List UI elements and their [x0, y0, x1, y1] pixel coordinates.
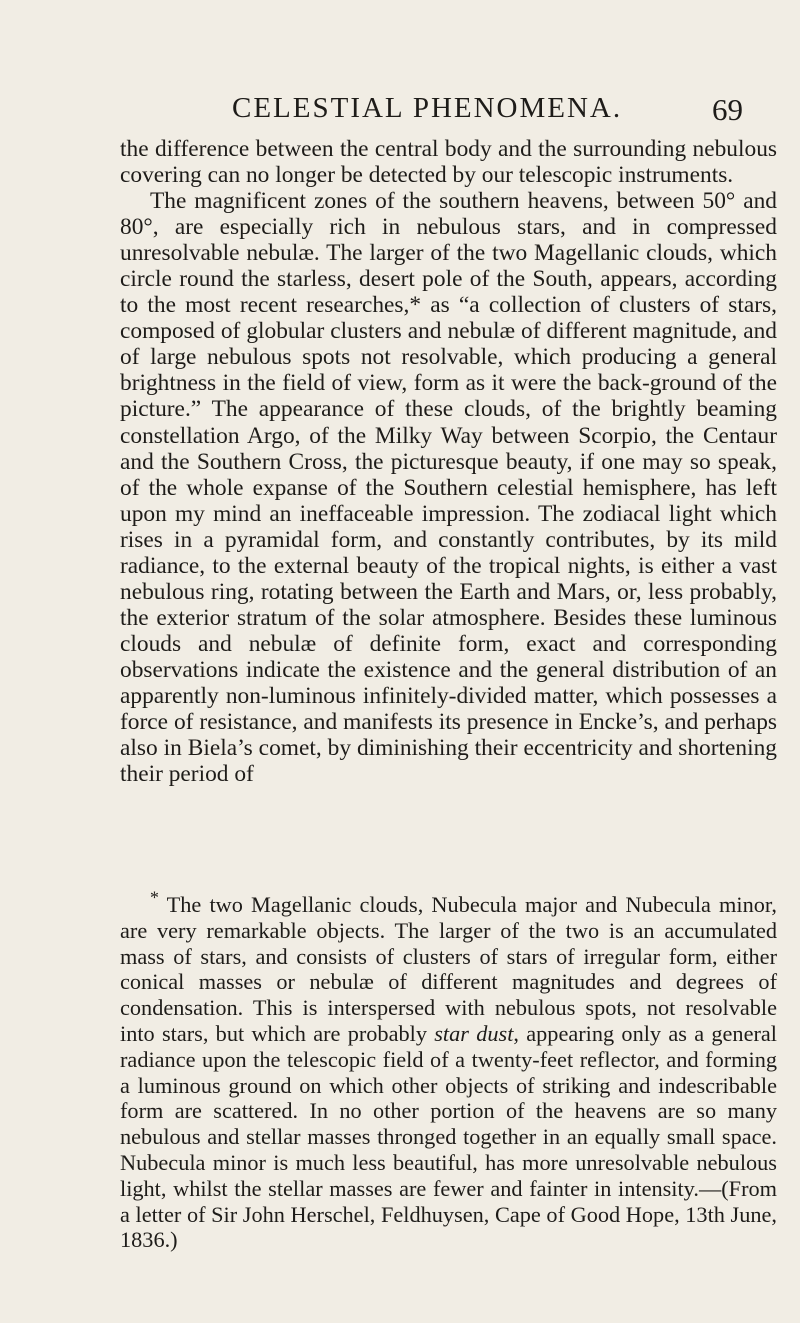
running-title: CELESTIAL PHENOMENA.: [232, 92, 623, 124]
footnote-text: , appearing only as a general radiance upon the telescopic field of a twenty-feet reflector, and forming a luminous ground on which other objects of striking and indescribable form are scattered. In no other portion of the heavens are so many nebulous and stellar masses thronged together in an equally small space. Nubecula minor is much less beautiful, has more unresolvable nebulous light, whilst the stellar masses are fewer and fainter in intensity.—(From a letter of Sir John Herschel, Feldhuysen, Cape of Good Hope, 13th June, 1836.): [120, 1020, 777, 1253]
body-paragraph: the difference between the central body and the surrounding nebulous covering can no longer be detected by our telescopic instruments.: [120, 136, 777, 189]
footnote-marker: *: [150, 887, 159, 908]
page-number: 69: [712, 92, 743, 127]
footnote-text: The two Magellanic clouds, Nubecula major and Nubecula minor, are very remarkable objects. The larger of the two is an accumulated mass of stars, and consists of clusters of stars of irregular form, either conical masses or nebulæ of different magnitudes and degrees of condensation. This is interspersed with nebulous spots, not resolvable into stars, but which are probably: [120, 892, 777, 1046]
footnote-paragraph: [120, 887, 777, 1253]
running-head: [0, 92, 800, 132]
body-paragraph: The magnificent zones of the southern heavens, between 50° and 80°, are especially rich in nebulous stars, and in compressed unresolvable nebulæ. The larger of the two Magellanic clouds, which circle round the starless, desert pole of the South, appears, according to the most recent researches,* as “a collection of clusters of stars, composed of globular clusters and nebulæ of different magnitude, and of large nebulous spots not resolvable, which producing a general brightness in the field of view, form as it were the back-ground of the picture.” The appearance of these clouds, of the brightly beaming constellation Argo, of the Milky Way between Scorpio, the Centaur and the Southern Cross, the picturesque beauty, if one may so speak, of the whole expanse of the Southern celestial hemisphere, has left upon my mind an ineffaceable impression. The zodiacal light which rises in a pyramidal form, and constantly contributes, by its mild radiance, to the external beauty of the tropical nights, is either a vast nebulous ring, rotating between the Earth and Mars, or, less probably, the exterior stratum of the solar atmosphere. Besides these luminous clouds and nebulæ of definite form, exact and corresponding observations indicate the existence and the general distribution of an apparently non-luminous infinitely-divided matter, which possesses a force of resistance, and manifests its presence in Encke’s, and perhaps also in Biela’s comet, by diminishing their eccentricity and shortening their period of: [120, 188, 777, 788]
footnote: [120, 887, 777, 1253]
footnote-italic-term: star dust: [434, 1020, 514, 1046]
main-text: [120, 136, 777, 787]
